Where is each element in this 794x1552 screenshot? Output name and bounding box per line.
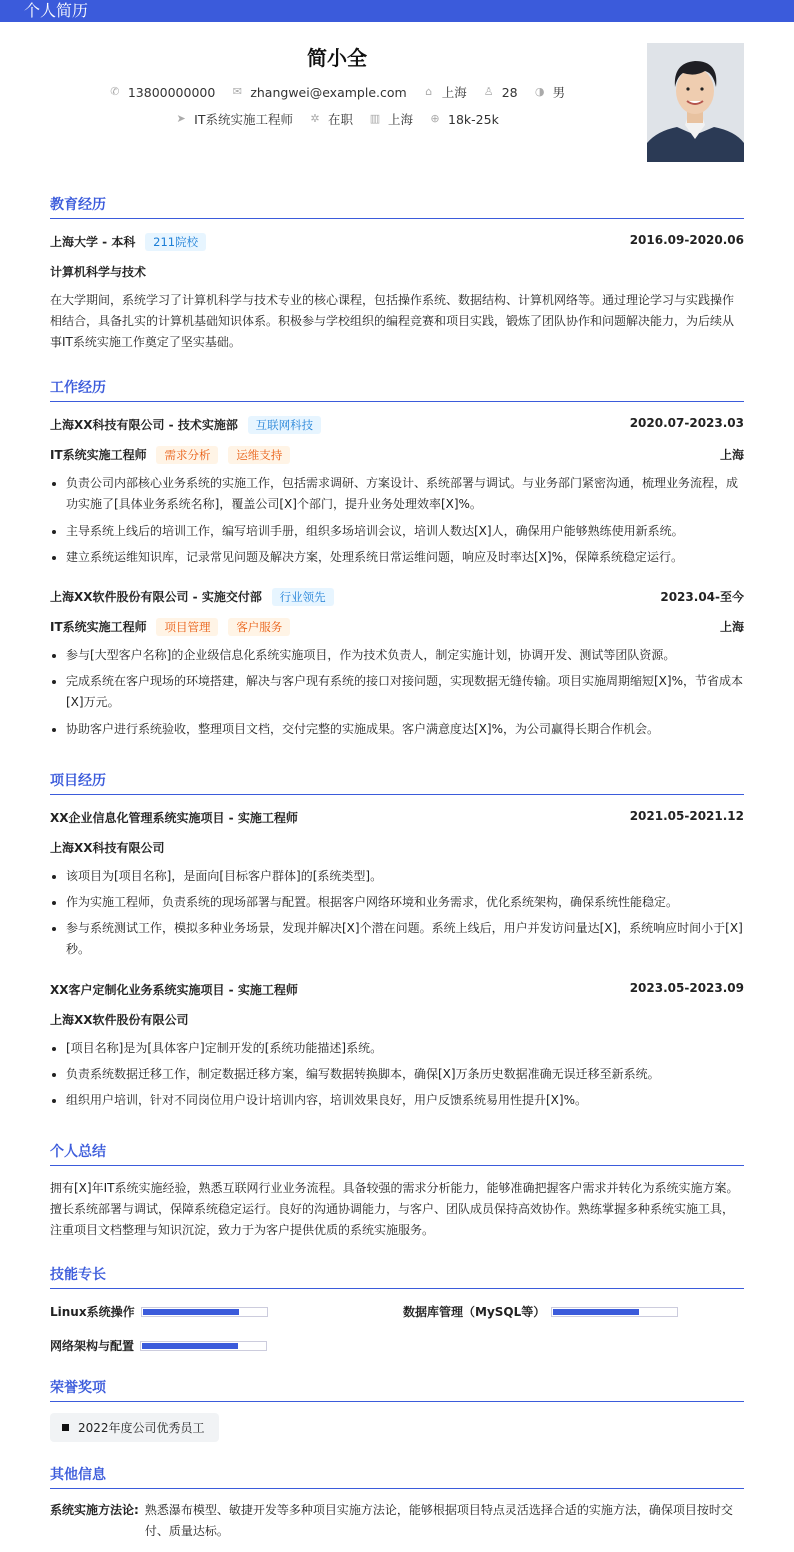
project-2-bullet: 负责系统数据迁移工作，制定数据迁移方案，编写数据转换脚本，确保[X]万条历史数据准确无误迁移至新系统。 <box>50 1064 744 1085</box>
other-info-value: 熟悉瀑布模型、敏捷开发等多种项目实施方法论，能够根据项目特点灵活选择合适的实施方法，确保项目按时交付、质量达标。 <box>144 1503 733 1538</box>
education-header <box>50 233 744 249</box>
header-title: 个人简历 <box>24 1 89 20</box>
section-title-summary: 个人总结 <box>50 1141 744 1166</box>
education-major: 计算机科学与技术 <box>50 265 147 279</box>
mail-icon: ✉ <box>232 85 242 98</box>
education-desc: 在大学期间，系统学习了计算机科学与技术专业的核心课程，包括操作系统、数据结构、计算机网络等。通过理论学习与实践操作相结合，具备扎实的计算机基础知识体系。积极参与学校组织的编程竞赛和项目实践，锻炼了团队协作和问题解决能力，为后续从事IT系统实施工作奠定了坚实基础。 <box>50 293 735 349</box>
project-1-period: 2021.05-2021.12 <box>629 809 744 823</box>
skill-bar-fill <box>143 1309 239 1315</box>
project-1-bullet: 参与系统测试工作，模拟多种业务场景，发现并解决[X]个潜在问题。系统上线后，用户并发访问量达[X]，系统响应时间小于[X]秒。 <box>50 918 744 960</box>
other-info-key: 系统实施方法论: <box>50 1503 139 1517</box>
skill-item <box>50 1337 267 1354</box>
education-tag: 211院校 <box>145 233 206 251</box>
summary-text: 拥有[X]年IT系统实施经验，熟悉互联网行业业务流程。具备较强的需求分析能力，能够准确把握客户需求并转化为系统实施方案。擅长系统部署与调试，保障系统稳定运行。良好的沟通协调能力，与客户、团队成员保持高效协作。熟练掌握多种系统实施工具，注重项目文档整理与知识沉淀，致力于为客户提供优质的系统实施服务。 <box>50 1181 739 1237</box>
work-1-period: 2020.07-2023.03 <box>629 416 744 430</box>
project-1-title: XX企业信息化管理系统实施项目 - 实施工程师 <box>50 811 298 825</box>
work-1-company: 上海XX科技有限公司 - 技术实施部 <box>50 418 238 432</box>
skill-bar-fill <box>142 1343 238 1349</box>
phone-icon: ✆ <box>110 85 120 98</box>
skill-bar <box>141 1307 268 1317</box>
work-2-city: 上海 <box>719 620 744 634</box>
work-2-bullet: 参与[大型客户名称]的企业级信息化系统实施项目，作为技术负责人，制定实施计划，协调开发、测试等团队资源。 <box>50 645 744 666</box>
section-title-honors: 荣誉奖项 <box>50 1377 744 1402</box>
work-2-role-tag: 客户服务 <box>228 618 290 636</box>
work-2-role-row <box>50 618 744 634</box>
skill-bar <box>551 1307 678 1317</box>
profile-photo <box>647 43 744 162</box>
project-2-company: 上海XX软件股份有限公司 <box>50 1013 189 1027</box>
profile-name: 简小全 <box>307 46 367 70</box>
education-period: 2016.09-2020.06 <box>629 233 744 247</box>
work-1-role: IT系统实施工程师 <box>50 448 147 462</box>
age-text: 28 <box>501 84 518 100</box>
work-1-city: 上海 <box>719 448 744 462</box>
honor-item <box>50 1413 219 1442</box>
work-1-role-row <box>50 446 744 462</box>
work-1-bullet: 建立系统运维知识库，记录常见问题及解决方案，处理系统日常运维问题，响应及时率达[X]%，保障系统稳定运行。 <box>50 547 744 568</box>
work-2-role-tag: 项目管理 <box>156 618 218 636</box>
project-1-bullet: 该项目为[项目名称]，是面向[目标客户群体]的[系统类型]。 <box>50 866 744 887</box>
money-icon: ⊕ <box>430 112 440 125</box>
user-icon: ♙ <box>483 85 494 98</box>
skill-name: 网络架构与配置 <box>50 1339 135 1353</box>
project-1-bullet: 作为实施工程师，负责系统的现场部署与配置。根据客户网络环境和业务需求，优化系统架构，确保系统性能稳定。 <box>50 892 744 913</box>
work-1-role-tag: 需求分析 <box>156 446 218 464</box>
project-2-header <box>50 981 744 997</box>
honor-text: 2022年度公司优秀员工 <box>78 1421 205 1435</box>
work-1-bullet: 负责公司内部核心业务系统的实施工作，包括需求调研、方案设计、系统部署与调试。与业务部门紧密沟通，梳理业务流程，成功实施了[具体业务系统名称]，覆盖公司[X]个部门，提升业务处理效率[X]%。 <box>50 473 744 515</box>
city-text: 上海 <box>441 85 467 100</box>
project-2-title: XX客户定制化业务系统实施项目 - 实施工程师 <box>50 983 298 997</box>
skill-name: Linux系统操作 <box>50 1305 135 1319</box>
project-2-period: 2023.05-2023.09 <box>629 981 744 995</box>
gear-icon: ✲ <box>310 112 320 125</box>
section-title-skills: 技能专长 <box>50 1264 744 1289</box>
work-1-role-tag: 运维支持 <box>228 446 290 464</box>
project-1-company: 上海XX科技有限公司 <box>50 841 165 855</box>
skill-name: 数据库管理（MySQL等） <box>403 1305 546 1319</box>
skill-bar <box>140 1341 267 1351</box>
phone-text: 13800000000 <box>127 84 216 100</box>
project-2-bullet: 组织用户培训，针对不同岗位用户设计培训内容，培训效果良好，用户反馈系统易用性提升[X]%。 <box>50 1090 744 1111</box>
home-icon: ⌂ <box>425 85 433 98</box>
work-2-period: 2023.04-至今 <box>660 590 744 604</box>
project-1-header <box>50 809 744 825</box>
position-text: IT系统实施工程师 <box>194 112 293 127</box>
work-1-header <box>50 416 744 432</box>
section-title-education: 教育经历 <box>50 194 744 219</box>
work-1-tag: 互联网科技 <box>248 416 322 434</box>
project-2-bullet: [项目名称]是为[具体客户]定制开发的[系统功能描述]系统。 <box>50 1038 744 1059</box>
building-icon: ▥ <box>369 112 381 125</box>
work-2-company: 上海XX软件股份有限公司 - 实施交付部 <box>50 590 262 604</box>
email-text: zhangwei@example.com <box>250 84 407 100</box>
other-info-row <box>50 1500 744 1542</box>
square-bullet-icon <box>62 1424 69 1431</box>
section-title-project: 项目经历 <box>50 770 744 795</box>
section-title-work: 工作经历 <box>50 377 744 402</box>
work-2-bullet: 协助客户进行系统验收，整理项目文档，交付完整的实施成果。客户满意度达[X]%，为公司赢得长期合作机会。 <box>50 719 744 740</box>
work-2-tag: 行业领先 <box>272 588 334 606</box>
skill-item <box>403 1303 678 1320</box>
work-2-role: IT系统实施工程师 <box>50 620 147 634</box>
job-intent-row <box>0 110 674 128</box>
gender-text: 男 <box>552 85 566 100</box>
work-2-header <box>50 588 744 604</box>
work-2-bullet: 完成系统在客户现场的环境搭建，解决与客户现有系统的接口对接问题，实现数据无缝传输。项目实施周期缩短[X]%，节省成本[X]万元。 <box>50 671 744 713</box>
work-city-text: 上海 <box>388 112 414 127</box>
status-text: 在职 <box>327 112 353 127</box>
header-bar <box>0 0 794 22</box>
salary-text: 18k-25k <box>448 111 499 127</box>
section-title-other: 其他信息 <box>50 1464 744 1489</box>
education-school: 上海大学 - 本科 <box>50 235 136 249</box>
gender-icon: ◑ <box>534 85 545 98</box>
work-1-bullet: 主导系统上线后的培训工作，编写培训手册，组织多场培训会议，培训人数达[X]人，确保用户能够熟练使用新系统。 <box>50 521 744 542</box>
send-icon: ➤ <box>176 112 186 125</box>
skill-item <box>50 1303 268 1320</box>
contact-row <box>0 83 674 101</box>
skill-bar-fill <box>553 1309 639 1315</box>
